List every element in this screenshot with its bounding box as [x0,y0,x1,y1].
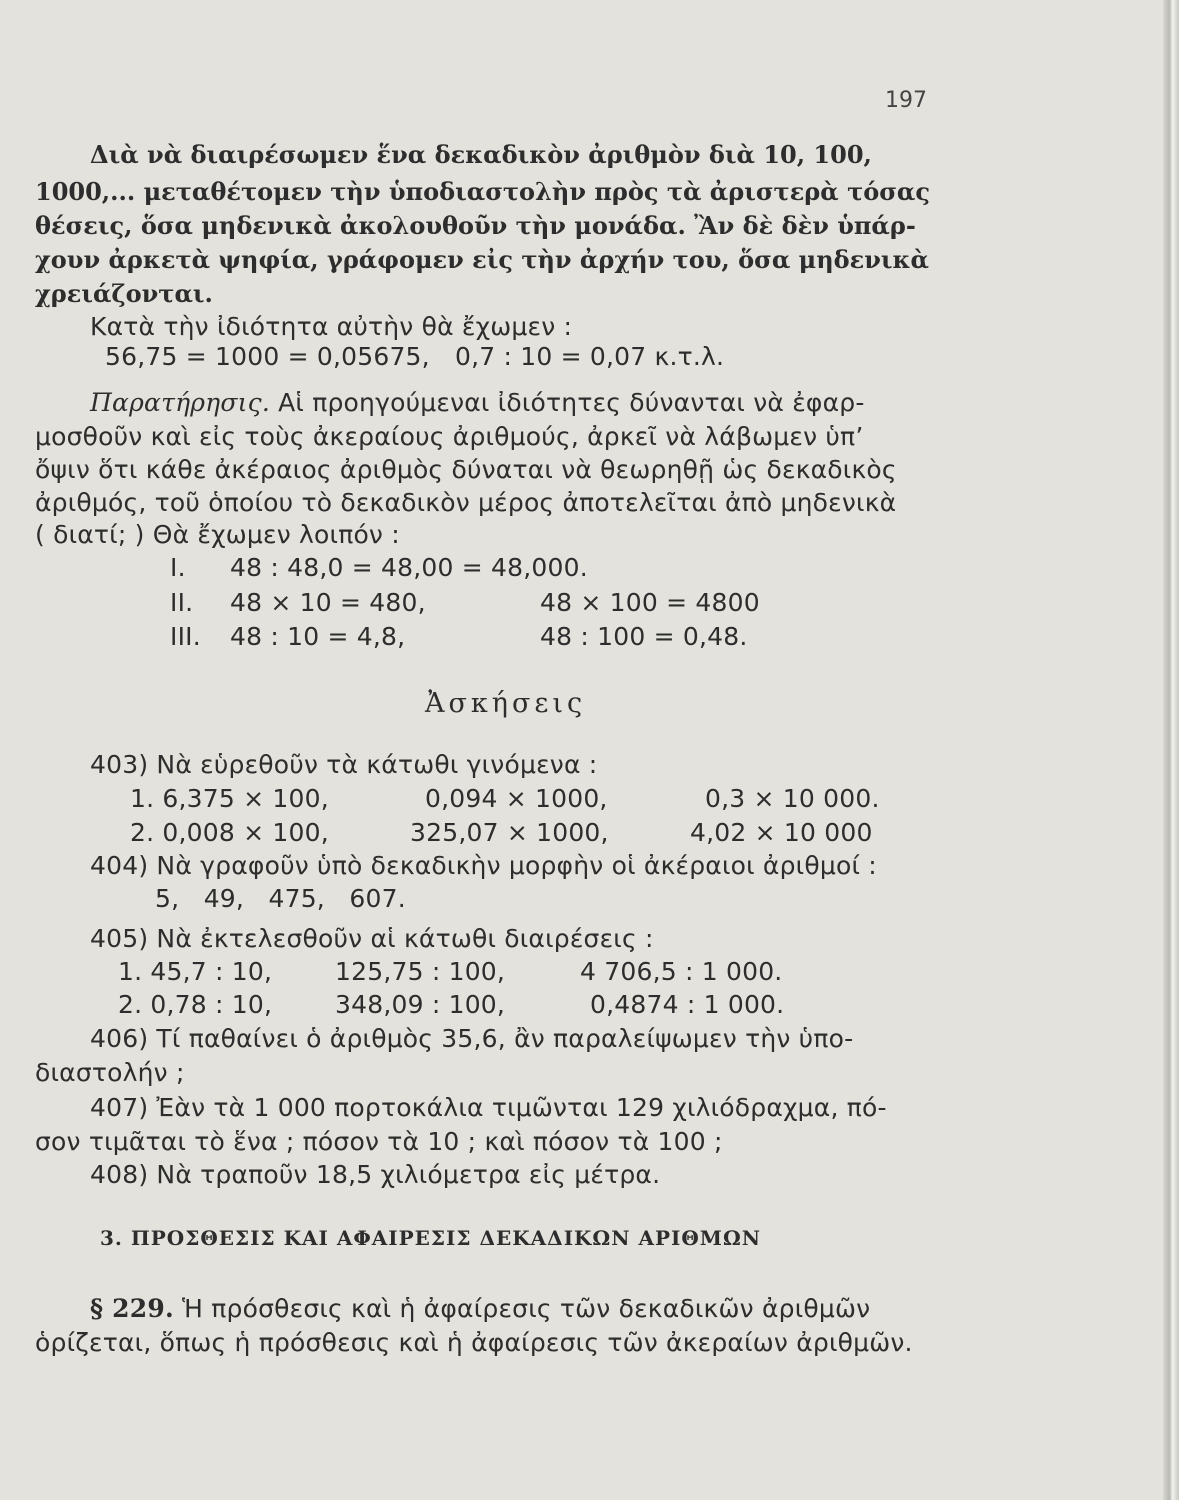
case-3-expression-b: 48 : 100 = 0,48. [540,622,748,651]
exercise-405-row-2-a: 2. 0,78 : 10, [118,990,273,1019]
case-number-2: II. [170,588,194,617]
observation-label: Παρατήρησις. [90,388,270,417]
rule-line-5: χρειάζονται. [35,279,213,308]
case-number-1: I. [170,553,186,582]
exercise-406-line-2: διαστολήν ; [35,1058,185,1087]
exercise-407-line-1: 407) Ἐὰν τὰ 1 000 πορτοκάλια τιμῶνται 129 χιλιόδραχμα, πό- [90,1093,887,1122]
paragraph-229-line-1 [90,1296,870,1321]
page-number: 197 [885,88,927,113]
case-3-expression-a: 48 : 10 = 4,8, [230,622,406,651]
case-1-expression: 48 : 48,0 = 48,00 = 48,000. [230,553,588,582]
exercise-408: 408) Νὰ τραποῦν 18,5 χιλιόμετρα εἰς μέτρα. [90,1160,661,1189]
exercise-405-row-1-b: 125,75 : 100, [335,957,506,986]
observation-line-1 [90,390,865,415]
exercise-403: 403) Νὰ εὑρεθοῦν τὰ κάτωθι γινόμενα : [90,750,598,779]
property-example-1: 56,75 = 1000 = 0,05675, [105,342,430,371]
exercise-405-row-2-b: 348,09 : 100, [335,990,506,1019]
section-title: 3. ΠΡΟΣΘΕΣΙΣ ΚΑΙ ΑΦΑΙΡΕΣΙΣ ΔΕΚΑΔΙΚΩΝ ΑΡΙΘΜΩΝ [100,1226,762,1250]
exercise-404: 404) Νὰ γραφοῦν ὑπὸ δεκαδικὴν μορφὴν οἱ ἀκέραιοι ἀριθμοί : [90,851,877,880]
observation-line-1-text: Αἱ προηγούμεναι ἰδιότητες δύνανται νὰ ἐφαρ- [278,388,865,417]
case-2-expression-a: 48 × 10 = 480, [230,588,426,617]
exercise-403-row-1-b: 0,094 × 1000, [425,784,608,813]
rule-line-3: θέσεις, ὅσα μηδενικὰ ἀκολουθοῦν τὴν μονάδα. Ἂν δὲ δὲν ὑπάρ- [35,211,916,240]
observation-line-3: ὄψιν ὅτι κάθε ἀκέραιος ἀριθμὸς δύναται νὰ θεωρηθῇ ὡς δεκαδικὸς [35,455,897,484]
page-edge [1163,0,1179,1500]
exercise-405-row-2-c: 0,4874 : 1 000. [590,990,785,1019]
exercise-405: 405) Νὰ ἐκτελεσθοῦν αἱ κάτωθι διαιρέσεις : [90,924,654,953]
exercise-403-row-2-b: 325,07 × 1000, [410,818,609,847]
case-number-3: III. [170,622,201,651]
exercise-405-row-1-c: 4 706,5 : 1 000. [580,957,783,986]
rule-line-1: Διὰ νὰ διαιρέσωμεν ἕνα δεκαδικὸν ἀριθμὸν διὰ 10, 100, [90,140,872,169]
exercise-407-line-2: σον τιμᾶται τὸ ἕνα ; πόσον τὰ 10 ; καὶ πόσον τὰ 100 ; [35,1127,723,1156]
exercises-heading: Ἀσκήσεις [425,688,587,719]
property-intro: Κατὰ τὴν ἰδιότητα αὐτὴν θὰ ἔχωμεν : [90,312,573,341]
rule-line-2: 1000,... μεταθέτομεν τὴν ὑποδιαστολὴν πρὸς τὰ ἀριστερὰ τόσας [35,177,930,206]
paragraph-229-label: § 229. [90,1294,174,1323]
case-2-expression-b: 48 × 100 = 4800 [540,588,760,617]
exercise-404-values: 5, 49, 475, 607. [155,884,406,913]
paragraph-229-line-1-text: Ἡ πρόσθεσις καὶ ἡ ἀφαίρεσις τῶν δεκαδικῶν ἀριθμῶν [182,1294,871,1323]
observation-line-5: ( διατί; ) Θὰ ἔχωμεν λοιπόν : [35,520,400,549]
exercise-403-row-2-c: 4,02 × 10 000 [690,818,873,847]
observation-line-2: μοσθοῦν καὶ εἰς τοὺς ἀκεραίους ἀριθμούς, ἀρκεῖ νὰ λάβωμεν ὑπ’ [35,422,864,451]
exercise-403-row-2-a: 2. 0,008 × 100, [130,818,329,847]
exercise-403-row-1-a: 1. 6,375 × 100, [130,784,329,813]
exercise-403-row-1-c: 0,3 × 10 000. [705,784,880,813]
exercise-406-line-1: 406) Τί παθαίνει ὁ ἀριθμὸς 35,6, ἂν παραλείψωμεν τὴν ὑπο- [90,1024,854,1053]
observation-line-4: ἀριθμός, τοῦ ὁποίου τὸ δεκαδικὸν μέρος ἀποτελεῖται ἀπὸ μηδενικὰ [35,488,897,517]
exercise-405-row-1-a: 1. 45,7 : 10, [118,957,273,986]
rule-line-4: χουν ἀρκετὰ ψηφία, γράφομεν εἰς τὴν ἀρχήν του, ὅσα μηδενικὰ [35,245,929,274]
paragraph-229-line-2: ὁρίζεται, ὅπως ἡ πρόσθεσις καὶ ἡ ἀφαίρεσις τῶν ἀκεραίων ἀριθμῶν. [35,1328,913,1357]
property-example-2: 0,7 : 10 = 0,07 κ.τ.λ. [455,342,725,371]
